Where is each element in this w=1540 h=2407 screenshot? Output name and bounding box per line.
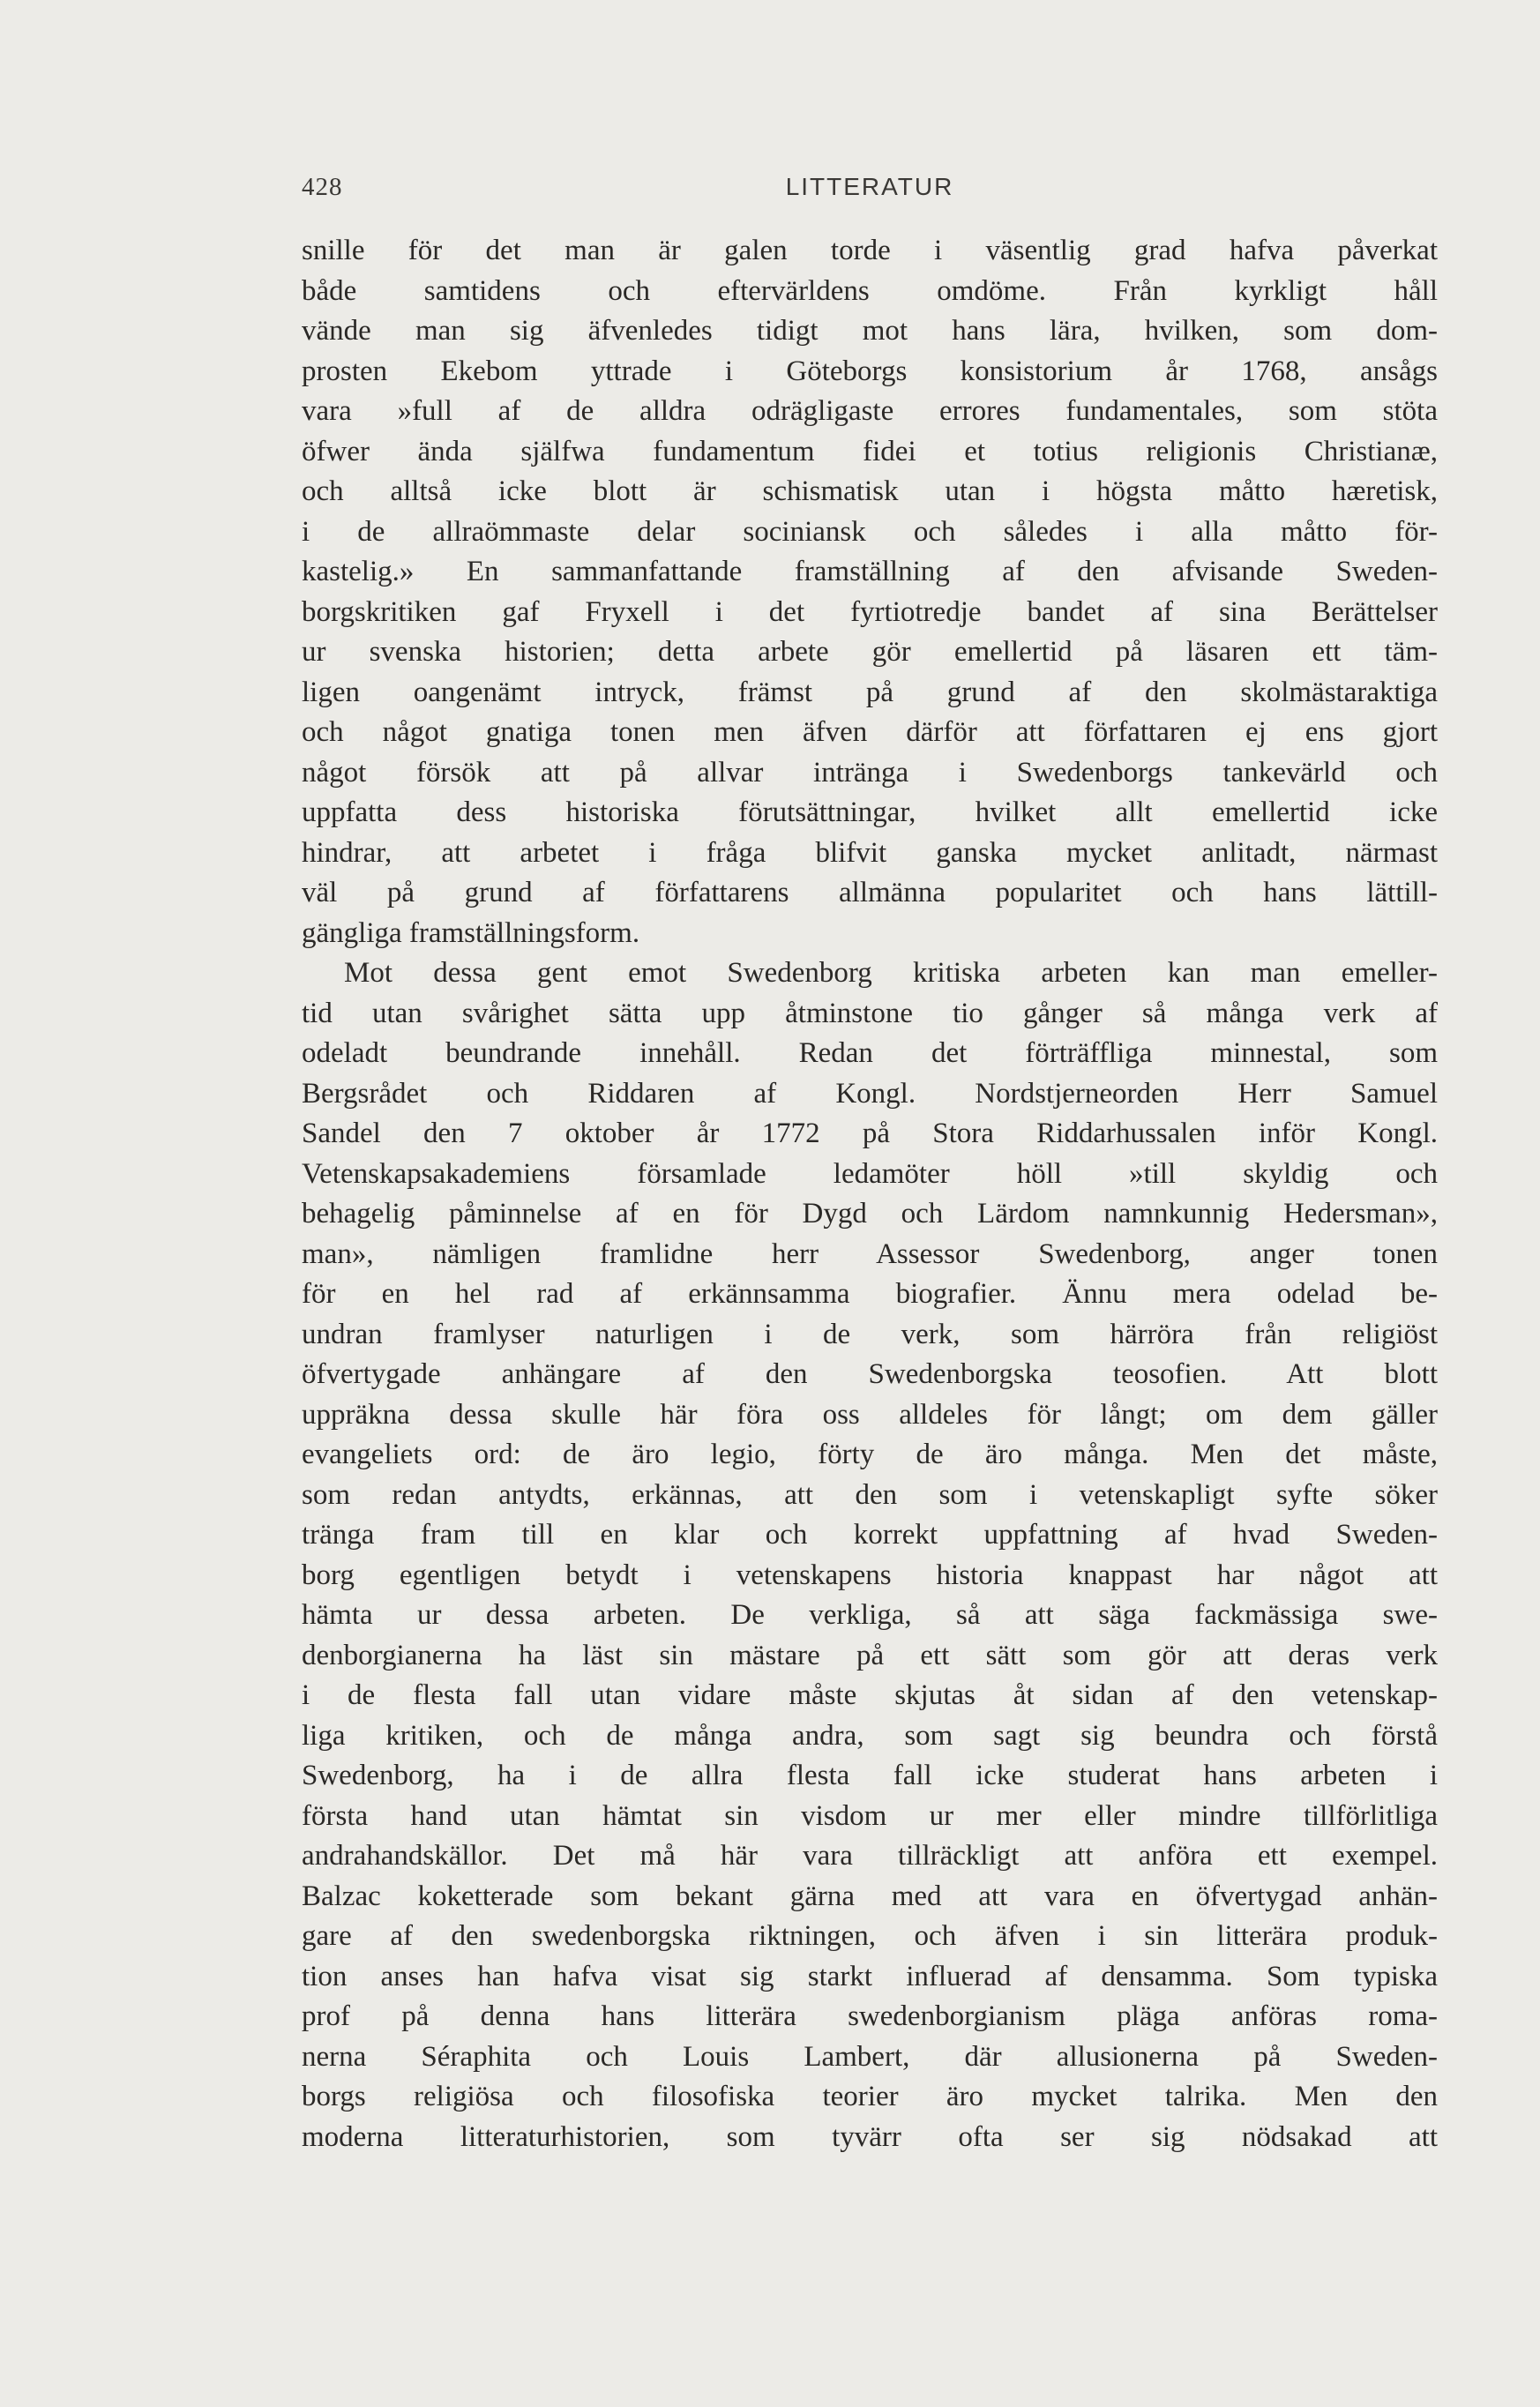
text-line: öfwer ända själfwa fundamentum fidei et totius religionis Christianæ, [302,435,1438,467]
text-line-paragraph-end: gängliga framställningsform. [302,916,640,949]
text-line: Bergsrådet och Riddaren af Kongl. Nordstjerneorden Herr Samuel [302,1077,1438,1110]
text-line: evangeliets ord: de äro legio, förty de äro många. Men det måste, [302,1439,1438,1470]
text-line: borgs religiösa och filosofiska teorier äro mycket talrika. Men den [302,2081,1438,2112]
text-line: vara »full af de alldra odrägligaste errores fundamentales, som stöta [302,395,1438,427]
body-text [302,231,1438,2157]
text-line: snille för det man är galen torde i väsentlig grad hafva påverkat [302,235,1438,266]
text-line: liga kritiken, och de många andra, som sagt sig beundra och förstå [302,1719,1438,1752]
text-line: prof på denna hans litterära swedenborgianism pläga anföras roma- [302,2000,1438,2032]
text-line: prosten Ekebom yttrade i Göteborgs konsistorium år 1768, ansågs [302,355,1438,387]
text-line: och alltså icke blott är schismatisk utan i högsta måtto hæretisk, [302,475,1438,507]
text-line: andrahandskällor. Det må här vara tillräckligt att anföra ett exempel. [302,1840,1438,1872]
text-line: tränga fram till en klar och korrekt uppfattning af hvad Sweden- [302,1519,1438,1551]
text-line: hindrar, att arbetet i fråga blifvit ganska mycket anlitadt, närmast [302,836,1438,869]
text-line: första hand utan hämtat sin visdom ur mer eller mindre tillförlitliga [302,1799,1438,1832]
page-number: 428 [302,173,343,201]
text-line: i de allraömmaste delar sociniansk och således i alla måtto för- [302,515,1438,548]
text-line: både samtidens och eftervärldens omdöme. Från kyrkligt håll [302,274,1438,307]
text-line: nerna Séraphita och Louis Lambert, där allusionerna på Sweden- [302,2040,1438,2073]
text-line: tid utan svårighet sätta upp åtminstone tio gånger så många verk af [302,997,1438,1029]
running-head: LITTERATUR [785,173,954,200]
text-line: något försök att på allvar intränga i Swedenborgs tankevärld och [302,756,1438,789]
text-line: hämta ur dessa arbeten. De verkliga, så att säga fackmässiga swe- [302,1599,1438,1631]
text-line: öfvertygade anhängare af den Swedenborgska teosofien. Att blott [302,1358,1438,1390]
page-header [302,173,1438,208]
text-line: man», nämligen framlidne herr Assessor Swedenborg, anger tonen [302,1237,1438,1270]
text-line-paragraph-start: Mot dessa gent emot Swedenborg kritiska arbeten kan man emeller- [344,957,1438,989]
text-line: undran framlyser naturligen i de verk, som härröra från religiöst [302,1318,1438,1350]
text-line: gare af den swedenborgska riktningen, och äfven i sin litterära produk- [302,1920,1438,1952]
text-line: i de flesta fall utan vidare måste skjutas åt sidan af den vetenskap- [302,1679,1438,1711]
text-line: odeladt beundrande innehåll. Redan det förträffliga minnestal, som [302,1037,1438,1069]
text-line: borg egentligen betydt i vetenskapens historia knappast har något att [302,1559,1438,1591]
text-line: moderna litteraturhistorien, som tyvärr ofta ser sig nödsakad att [302,2120,1438,2153]
text-line: tion anses han hafva visat sig starkt influerad af densamma. Som typiska [302,1960,1438,1992]
text-line: vände man sig äfvenledes tidigt mot hans lära, hvilken, som dom- [302,315,1438,347]
text-line: väl på grund af författarens allmänna popularitet och hans lättill- [302,877,1438,908]
text-line: Balzac koketterade som bekant gärna med att vara en öfvertygad anhän- [302,1880,1438,1912]
text-line: ur svenska historien; detta arbete gör emellertid på läsaren ett täm- [302,636,1438,668]
text-line: behagelig påminnelse af en för Dygd och Lärdom namnkunnig Hedersman», [302,1198,1438,1230]
text-line: kastelig.» En sammanfattande framställning af den afvisande Sweden- [302,556,1438,587]
text-line: Vetenskapsakademiens församlade ledamöter höll »till skyldig och [302,1157,1438,1190]
text-line: denborgianerna ha läst sin mästare på ett sätt som gör att deras verk [302,1639,1438,1671]
text-line: uppräkna dessa skulle här föra oss alldeles för långt; om dem gäller [302,1398,1438,1431]
text-line: för en hel rad af erkännsamma biografier. Ännu mera odelad be- [302,1278,1438,1310]
text-line: uppfatta dess historiska förutsättningar, hvilket allt emellertid icke [302,796,1438,828]
text-line: som redan antydts, erkännas, att den som i vetenskapligt syfte söker [302,1478,1438,1511]
text-line: och något gnatiga tonen men äfven därför att författaren ej ens gjort [302,716,1438,748]
text-line: Swedenborg, ha i de allra flesta fall icke studerat hans arbeten i [302,1760,1438,1791]
text-line: Sandel den 7 oktober år 1772 på Stora Riddarhussalen inför Kongl. [302,1118,1438,1149]
text-line: ligen oangenämt intryck, främst på grund af den skolmästaraktiga [302,676,1438,708]
text-line: borgskritiken gaf Fryxell i det fyrtiotredje bandet af sina Berättelser [302,595,1438,628]
